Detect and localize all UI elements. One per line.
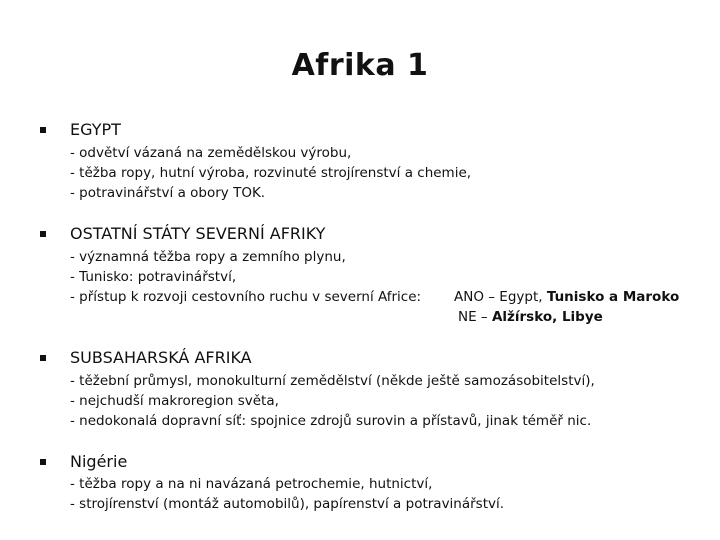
bullet-icon (40, 459, 46, 465)
list-item: - nedokonalá dopravní síť: spojnice zdrojů surovin a přístavů, jinak téměř nic. (70, 413, 592, 429)
access-no-countries: Alžírsko, Libye (491, 309, 603, 325)
access-no-prefix: NE – (458, 309, 488, 325)
section-heading: EGYPT (70, 120, 121, 139)
list-item: - Tunisko: potravinářství, (70, 269, 237, 285)
access-yes (454, 287, 679, 307)
bullet-icon (40, 231, 46, 237)
list-item: - významná těžba ropy a zemního plynu, (70, 249, 346, 265)
bullet-icon (40, 127, 46, 133)
section-heading: Nigérie (70, 452, 128, 471)
bullet-icon (40, 355, 46, 361)
list-item: - nejchudší makroregion světa, (70, 393, 279, 409)
list-item: - těžební průmysl, monokulturní zemědělství (někde ještě samozásobitelství), (70, 373, 595, 389)
access-no (458, 307, 603, 327)
list-item: - potravinářství a obory TOK. (70, 185, 266, 201)
access-yes-countries: Tunisko a Maroko (546, 289, 680, 305)
list-item: - přístup k rozvoji cestovního ruchu v severní Africe: (70, 289, 422, 305)
page-title: Afrika 1 (291, 48, 429, 83)
section-heading: OSTATNÍ STÁTY SEVERNÍ AFRIKY (70, 224, 326, 243)
list-item: - těžba ropy a na ni navázaná petrochemie, hutnictví, (70, 476, 433, 492)
section-heading: SUBSAHARSKÁ AFRIKA (70, 348, 252, 367)
list-item: - strojírenství (montáž automobilů), papírenství a potravinářství. (70, 496, 505, 512)
access-yes-prefix: ANO – Egypt, (454, 289, 543, 305)
list-item: - těžba ropy, hutní výroba, rozvinuté strojírenství a chemie, (70, 165, 472, 181)
list-item: - odvětví vázaná na zemědělskou výrobu, (70, 145, 352, 161)
